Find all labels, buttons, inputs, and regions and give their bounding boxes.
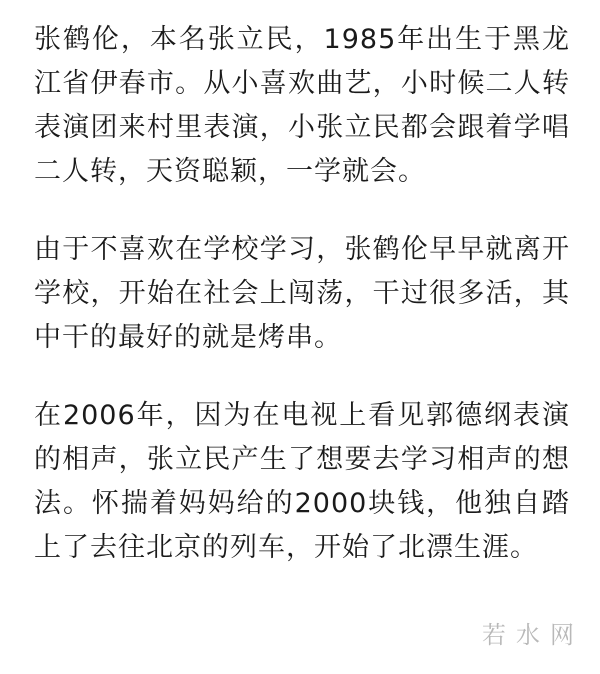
paragraph-2: 由于不喜欢在学校学习，张鹤伦早早就离开学校，开始在社会上闯荡，干过很多活，其中干的最好的就是烤串。 — [34, 234, 570, 353]
watermark-logo: 若水网 — [482, 621, 584, 649]
article-body — [34, 18, 570, 570]
paragraph-1: 张鹤伦，本名张立民，1985年出生于黑龙江省伊春市。从小喜欢曲艺，小时候二人转表演团来村里表演，小张立民都会跟着学唱二人转，天资聪颖，一学就会。 — [34, 24, 570, 187]
paragraph-3: 在2006年，因为在电视上看见郭德纲表演的相声，张立民产生了想要去学习相声的想法。怀揣着妈妈给的2000块钱，他独自踏上了去往北京的列车，开始了北漂生涯。 — [34, 400, 570, 563]
